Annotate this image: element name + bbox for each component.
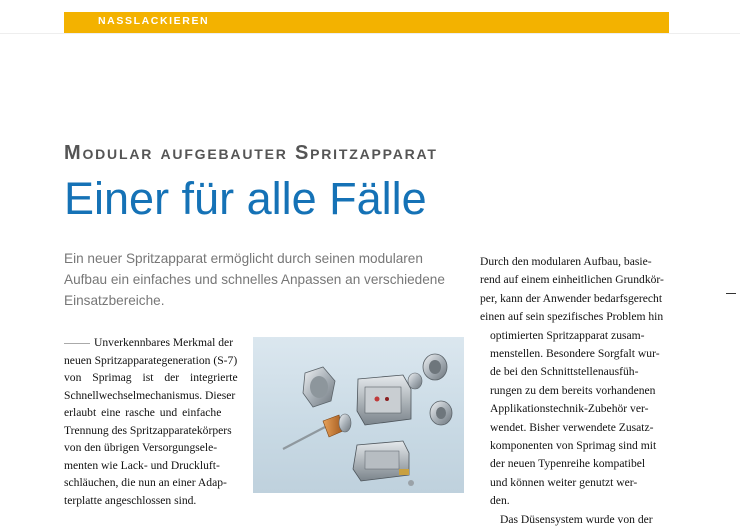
body-line: Schnellwechselmechanismus. Dieser [64,388,236,402]
body-line: Durch den modularen Aufbau, basie- [480,255,652,268]
body-line: neuen Spritzapparategeneration (S-7) [64,353,238,367]
margin-mark [726,293,736,294]
body-line: wendet. Bisher verwendete Zusatz- [490,420,654,434]
paragraph-indent-rule [64,343,90,344]
body-line: und können weiter genutzt wer- [490,475,638,489]
top-divider [0,33,740,34]
body-line: Das Düsensystem wurde von der [500,512,653,526]
lead-line: Aufbau ein einfaches und schnelles Anpassen an verschiedene [64,272,445,287]
body-column-1 [64,334,244,509]
body-line: erlaubt eine rasche und einfache [64,406,222,419]
body-line: terplatte angeschlossen sind. [64,493,197,507]
article-headline: Einer für alle Fälle [64,173,427,224]
body-line: menstellen. Besondere Sorgfalt wur- [490,347,660,361]
body-line: einen auf sein spezifisches Problem hin [480,310,664,324]
body-line: den. [490,494,510,508]
lead-line: Einsatzbereiche. [64,293,165,308]
article-kicker: Modular aufgebauter Spritzapparat [64,142,438,164]
body-line: Trennung des Spritzapparatekörpers [64,423,232,437]
section-label: NASSLACKIEREN [98,15,210,27]
body-line: schläuchen, die nun an einer Adap- [64,476,227,489]
body-line: von den übrigen Versorgungsele- [64,441,218,454]
body-line: Applikationstechnik-Zubehör ver- [490,402,649,416]
body-line: rungen zu dem bereits vorhandenen [490,383,656,397]
body-line: optimierten Spritzapparat zusam- [490,328,645,342]
body-line: von Sprimag ist der integrierte [64,371,238,384]
body-line: menten wie Lack- und Druckluft- [64,458,220,472]
body-line: Unverkennbares Merkmal der [64,334,244,352]
body-line: rend auf einem einheitlichen Grundkör- [480,273,664,287]
body-line: de bei den Schnittstellenausfüh- [490,365,639,379]
body-line: der neuen Typenreihe kompatibel [490,457,646,471]
lead-line: Ein neuer Spritzapparat ermöglicht durch seinen modularen [64,251,423,266]
body-line: komponenten von Sprimag sind mit [490,439,657,453]
body-column-3 [480,253,676,529]
body-line: per, kann der Anwender bedarfsgerecht [480,291,663,305]
article-lead [64,248,464,311]
spray-gun-components-illustration [253,337,464,493]
product-photo [253,337,464,493]
